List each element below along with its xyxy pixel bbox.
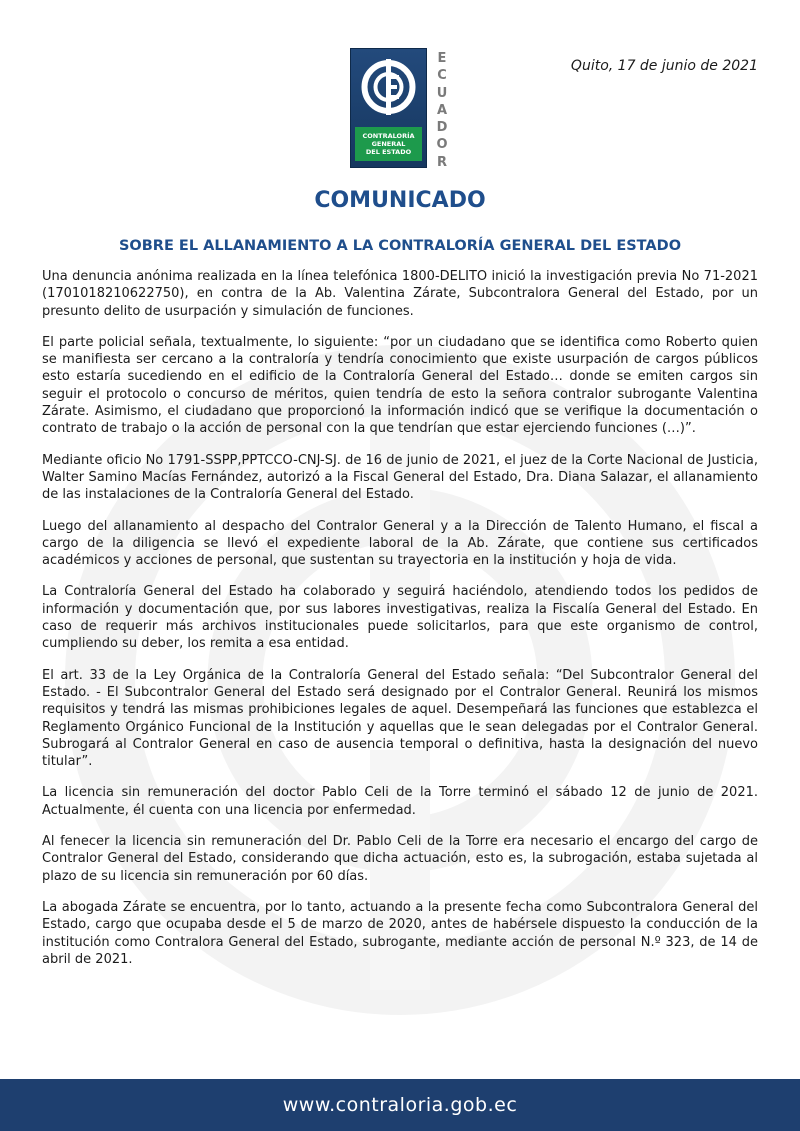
logo-letter: U [436,85,448,101]
logo-line-3: DEL ESTADO [365,148,412,156]
body-paragraph: La Contraloría General del Estado ha colaborado y seguirá haciéndolo, atendiendo todos los pedidos de información y documentación que, por sus labores investigativas, realiza la Fiscalía General del Estado. En caso de requerir más archivos institucionales puede solicitarlos, para que este organismo de control, cumpliendo su deber, los remita a esa entidad. [42,584,758,652]
document-date: Quito, 17 de junio de 2021 [570,58,758,74]
logo-letter: C [437,68,447,84]
cge-emblem-icon [351,49,426,127]
footer-website-link[interactable]: www.contraloria.gob.ec [282,1094,518,1116]
logo-letter: O [436,137,448,153]
body-paragraph: Al fenecer la licencia sin remuneración del Dr. Pablo Celi de la Torre era necesario el encargo del cargo de Contralor General del Estado, considerando que dicha actuación, esto es, la subrogación, estaba sujetada al plazo de su licencia sin remuneración por 60 días. [42,834,758,884]
footer-bar [0,1079,800,1131]
document-title: COMUNICADO [314,188,486,213]
body-paragraph: El art. 33 de la Ley Orgánica de la Contraloría General del Estado señala: “Del Subcontralor General del Estado. - El Subcontralor General del Estado será designado por el Contralor General. Reunirá los mismos requisitos y tendrá las mismas prohibiciones legales de aquel. Desempeñará las funciones que establezca el Reglamento Orgánico Funcional de la Institución y aquellas que le sean delegadas por el Contralor General. Subrogará al Contralor General en caso de ausencia temporal o definitiva, hasta la designación del nuevo titular”. [42,667,758,770]
body-paragraph: Mediante oficio No 1791-SSPP,PPTCCO-CNJ-SJ. de 16 de junio de 2021, el juez de la Corte Nacional de Justicia, Walter Samino Macías Fernández, autorizó a la Fiscal General del Estado, Dra. Diana Salazar, el allanamiento de las instalaciones de la Contraloría General del Estado. [42,452,758,503]
logo-letter: A [436,102,448,118]
body-paragraph: Una denuncia anónima realizada en la línea telefónica 1800-DELITO inició la investigación previa No 71-2021 (1701018210622750), en contra de la Ab. Valentina Zárate, Subcontralora General del Estado, por un presunto delito de usurpación y simulación de funciones. [42,269,758,319]
logo-line-2: GENERAL [371,140,406,148]
logo-emblem [350,48,427,168]
logo-letter: D [436,120,448,136]
logo-line-1: CONTRALORÍA [362,132,415,140]
logo-ecuador-text [434,50,450,171]
document-subtitle: SOBRE EL ALLANAMIENTO A LA CONTRALORÍA GENERAL DEL ESTADO [118,238,682,254]
body-paragraph: La licencia sin remuneración del doctor Pablo Celi de la Torre terminó el sábado 12 de junio de 2021. Actualmente, él cuenta con una licencia por enfermedad. [42,785,758,818]
body-paragraph: Luego del allanamiento al despacho del Contralor General y a la Dirección de Talento Humano, el fiscal a cargo de la diligencia se llevó el expediente laboral de la Ab. Zárate, que contiene sus certificados académicos y acciones de personal, que sustentan su trayectoria en la institución y hoja de vida. [42,518,758,569]
logo-institution-label [355,127,422,161]
contraloria-logo [350,48,455,170]
body-paragraph: El parte policial señala, textualmente, lo siguiente: “por un ciudadano que se identifica como Roberto quien se manifiesta ser cercano a la contraloría y tendría conocimiento que existe usurpación de cargos públicos esto estaría sucediendo en el edificio de la Contraloría General del Estado… donde se emiten cargos sin seguir el protocolo o concurso de méritos, quien tendría de esto la señora contralor subrogante Valentina Zárate. Asimismo, el ciudadano que proporcionó la información indicó que se verifique la documentación o contrato de trabajo o la acción de personal con la que tendrían que estar ejerciendo funciones (…)”. [42,334,758,437]
logo-letter: R [436,154,447,170]
body-paragraph: La abogada Zárate se encuentra, por lo tanto, actuando a la presente fecha como Subcontralora General del Estado, cargo que ocupaba desde el 5 de marzo de 2020, antes de habérsele dispuesto la conducción de la institución como Contralora General del Estado, subrogante, mediante acción de personal N.º 323, de 14 de abril de 2021. [42,899,758,967]
logo-letter: E [437,51,447,66]
document-body [42,268,758,982]
